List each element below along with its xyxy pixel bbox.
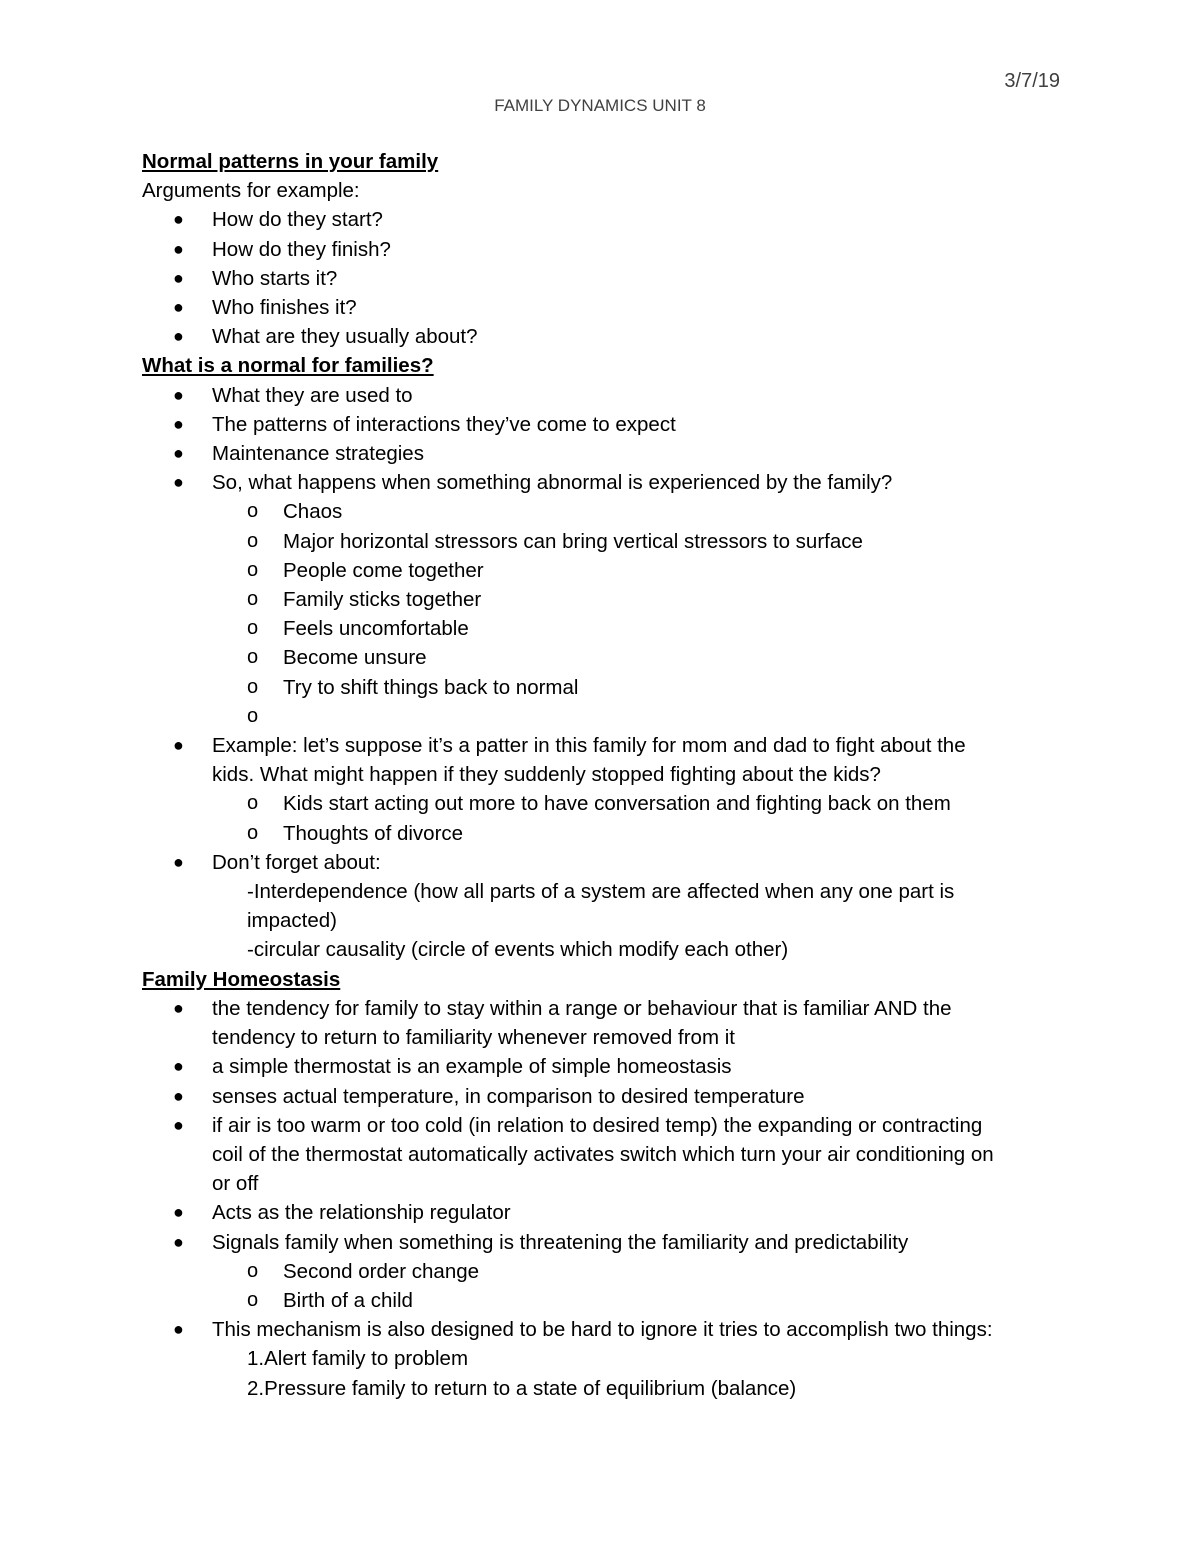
bullet-icon: ● xyxy=(173,209,184,230)
list-item: ● the tendency for family to stay within a range or behaviour that is familiar AND the xyxy=(142,994,1057,1023)
sub-list-item: o Family sticks together xyxy=(142,585,1057,614)
circle-bullet-icon: o xyxy=(247,675,259,698)
number-marker: 1. xyxy=(247,1347,265,1371)
list-item: ● So, what happens when something abnormal is experienced by the family? xyxy=(142,468,1057,497)
number-marker: 2. xyxy=(247,1376,265,1400)
bullet-icon: ● xyxy=(173,384,184,405)
list-item: ● How do they finish? xyxy=(142,235,1057,264)
dash-list-item: -Interdependence (how all parts of a system are affected when any one part is xyxy=(247,880,955,904)
bullet-icon: ● xyxy=(173,413,184,434)
bullet-icon: ● xyxy=(173,1056,184,1077)
circle-bullet-icon: o xyxy=(247,588,259,611)
bullet-icon: ● xyxy=(173,297,184,318)
list-item: ● Don’t forget about: xyxy=(142,848,1057,877)
bullet-icon: ● xyxy=(173,238,184,259)
sub-list-item: o Chaos xyxy=(142,497,1057,526)
sub-list-item-empty xyxy=(142,702,1057,731)
circle-bullet-icon: o xyxy=(247,646,259,669)
circle-bullet-icon: o xyxy=(247,558,259,581)
section-heading-normal-patterns: Normal patterns in your family xyxy=(142,150,439,173)
dash-list-item-continuation: impacted) xyxy=(247,909,338,933)
numbered-list-item: 2.Pressure family to return to a state of equilibrium (balance) xyxy=(247,1376,797,1400)
list-item: ● Signals family when something is threatening the familiarity and predictability xyxy=(142,1228,1057,1257)
bullet-icon: ● xyxy=(173,1319,184,1340)
bullet-icon: ● xyxy=(173,997,184,1018)
dash-icon: - xyxy=(247,938,254,962)
sub-list-item: o Try to shift things back to normal xyxy=(142,673,1057,702)
bullet-icon: ● xyxy=(173,1231,184,1252)
circle-bullet-icon: o xyxy=(247,1259,259,1282)
list-item: ● if air is too warm or too cold (in relation to desired temp) the expanding or contracting xyxy=(142,1111,1057,1140)
sub-list-item: o Birth of a child xyxy=(142,1286,1057,1315)
circle-bullet-icon: o xyxy=(247,1288,259,1311)
list-item-continuation: tendency to return to familiarity whenever removed from it xyxy=(212,1026,735,1050)
bullet-icon: ● xyxy=(173,326,184,347)
document-body xyxy=(142,147,1057,1403)
dash-list-item: -circular causality (circle of events which modify each other) xyxy=(247,938,789,962)
list-item: ● a simple thermostat is an example of simple homeostasis xyxy=(142,1052,1057,1081)
list-item: ● How do they start? xyxy=(142,205,1057,234)
list-item-continuation: or off xyxy=(212,1172,259,1196)
bullet-icon: ● xyxy=(173,472,184,493)
list-item: ● Example: let’s suppose it’s a patter in this family for mom and dad to fight about the xyxy=(142,731,1057,760)
list-item: ● senses actual temperature, in comparison to desired temperature xyxy=(142,1082,1057,1111)
bullet-icon: ● xyxy=(173,443,184,464)
list-item: ● This mechanism is also designed to be hard to ignore it tries to accomplish two things: xyxy=(142,1315,1057,1344)
numbered-list-item: 1.Alert family to problem xyxy=(247,1347,469,1371)
bullet-icon: ● xyxy=(173,1114,184,1135)
circle-bullet-icon: o xyxy=(247,704,259,727)
circle-bullet-icon: o xyxy=(247,529,259,552)
list-item-continuation: coil of the thermostat automatically activates switch which turn your air conditioning on xyxy=(212,1142,994,1166)
sub-list-item: o Major horizontal stressors can bring vertical stressors to surface xyxy=(142,527,1057,556)
sub-list-item: o Thoughts of divorce xyxy=(142,819,1057,848)
list-item: ● Maintenance strategies xyxy=(142,439,1057,468)
circle-bullet-icon: o xyxy=(247,821,259,844)
bullet-icon: ● xyxy=(173,851,184,872)
list-item: ● What they are used to xyxy=(142,381,1057,410)
section-heading-family-homeostasis: Family Homeostasis xyxy=(142,967,341,991)
circle-bullet-icon: o xyxy=(247,792,259,815)
bullet-icon: ● xyxy=(173,1202,184,1223)
document-header-title: FAMILY DYNAMICS UNIT 8 xyxy=(494,96,706,115)
list-item: ● Who starts it? xyxy=(142,264,1057,293)
list-item: ● The patterns of interactions they’ve come to expect xyxy=(142,410,1057,439)
sub-list-item: o People come together xyxy=(142,556,1057,585)
list-item-continuation: kids. What might happen if they suddenly stopped fighting about the kids? xyxy=(212,763,881,787)
document-date: 3/7/19 xyxy=(1004,70,1060,92)
sub-list-item: o Feels uncomfortable xyxy=(142,614,1057,643)
list-item: ● What are they usually about? xyxy=(142,322,1057,351)
circle-bullet-icon: o xyxy=(247,500,259,523)
dash-icon: - xyxy=(247,880,254,904)
bullet-icon: ● xyxy=(173,267,184,288)
sub-list-item: o Kids start acting out more to have conversation and fighting back on them xyxy=(142,789,1057,818)
list-item: ● Who finishes it? xyxy=(142,293,1057,322)
sub-list-item: o Become unsure xyxy=(142,643,1057,672)
section-intro-arguments: Arguments for example: xyxy=(142,179,360,203)
circle-bullet-icon: o xyxy=(247,617,259,640)
list-item: ● Acts as the relationship regulator xyxy=(142,1198,1057,1227)
bullet-icon: ● xyxy=(173,1085,184,1106)
sub-list-item: o Second order change xyxy=(142,1257,1057,1286)
section-heading-normal-for-families: What is a normal for families? xyxy=(142,354,434,378)
bullet-icon: ● xyxy=(173,735,184,756)
